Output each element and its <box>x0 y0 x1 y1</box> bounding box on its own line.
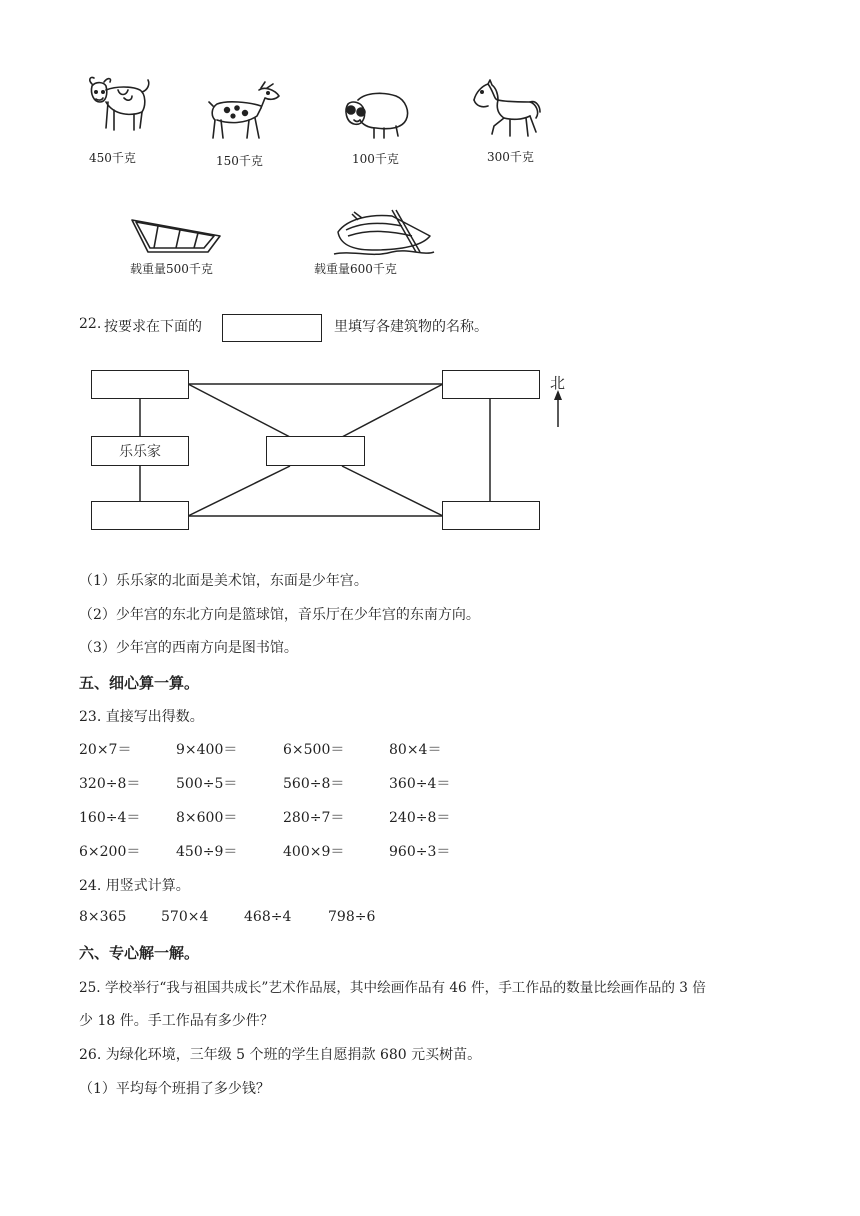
question-23-text: 23. 直接写出得数。 <box>79 709 204 725</box>
question-25-line-1: 25. 学校举行“我与祖国共成长”艺术作品展，其中绘画作品有 46 件，手工作品的数量比绘画作品的 3 倍 <box>79 980 706 996</box>
question-24-text: 24. 用竖式计算。 <box>79 878 190 894</box>
calc-item: 9×400＝ <box>176 742 238 758</box>
clue-2: （2）少年宫的东北方向是篮球馆，音乐厅在少年宫的东南方向。 <box>79 607 480 623</box>
calc-item: 400×9＝ <box>283 844 345 860</box>
calc-item: 20×7＝ <box>79 742 132 758</box>
calc-item: 80×4＝ <box>389 742 442 758</box>
answer-box-northeast[interactable] <box>442 370 540 399</box>
section-5-title: 五、细心算一算。 <box>79 674 200 692</box>
calc-item: 320÷8＝ <box>79 776 141 792</box>
answer-box-southeast[interactable] <box>442 501 540 530</box>
animal-weight-label: 150千克 <box>216 154 263 168</box>
answer-box-center[interactable] <box>266 436 365 466</box>
calc-item: 500÷5＝ <box>176 776 238 792</box>
boat-capacity-label: 载重量500千克 <box>130 262 213 276</box>
vertical-calc-item: 468÷4 <box>244 909 292 925</box>
calc-item: 960÷3＝ <box>389 844 451 860</box>
vertical-calc-item: 570×4 <box>161 909 209 925</box>
animal-weight-label: 100千克 <box>352 152 399 166</box>
calc-item: 8×600＝ <box>176 810 238 826</box>
animal-weight-label: 300千克 <box>487 150 534 164</box>
building-map-lines <box>0 0 860 560</box>
answer-box-northwest[interactable] <box>91 370 189 399</box>
boat-capacity-label: 载重量600千克 <box>314 262 397 276</box>
calc-item: 6×500＝ <box>283 742 345 758</box>
calc-item: 160÷4＝ <box>79 810 141 826</box>
question-22-suffix: 里填写各建筑物的名称。 <box>334 319 488 335</box>
calc-item: 360÷4＝ <box>389 776 451 792</box>
question-26-text: 26. 为绿化环境，三年级 5 个班的学生自愿捐款 680 元买树苗。 <box>79 1047 482 1063</box>
animal-weight-label: 450千克 <box>89 151 136 165</box>
question-26-sub-1: （1）平均每个班捐了多少钱？ <box>79 1081 270 1097</box>
calc-item: 6×200＝ <box>79 844 141 860</box>
vertical-calc-item: 798÷6 <box>328 909 376 925</box>
question-25-line-2: 少 18 件。手工作品有多少件？ <box>79 1013 274 1029</box>
north-label: 北 <box>550 374 566 392</box>
clue-1: （1）乐乐家的北面是美术馆，东面是少年宫。 <box>79 573 368 589</box>
known-box-lele-home: 乐乐家 <box>91 436 189 466</box>
calc-item: 560÷8＝ <box>283 776 345 792</box>
question-22-number: 22. <box>79 316 102 332</box>
calc-item: 240÷8＝ <box>389 810 451 826</box>
answer-box-southwest[interactable] <box>91 501 189 530</box>
clue-3: （3）少年宫的西南方向是图书馆。 <box>79 640 298 656</box>
calc-item: 280÷7＝ <box>283 810 345 826</box>
vertical-calc-item: 8×365 <box>79 909 127 925</box>
calc-item: 450÷9＝ <box>176 844 238 860</box>
section-6-title: 六、专心解一解。 <box>79 944 200 962</box>
question-22-prefix: 按要求在下面的 <box>104 319 202 335</box>
